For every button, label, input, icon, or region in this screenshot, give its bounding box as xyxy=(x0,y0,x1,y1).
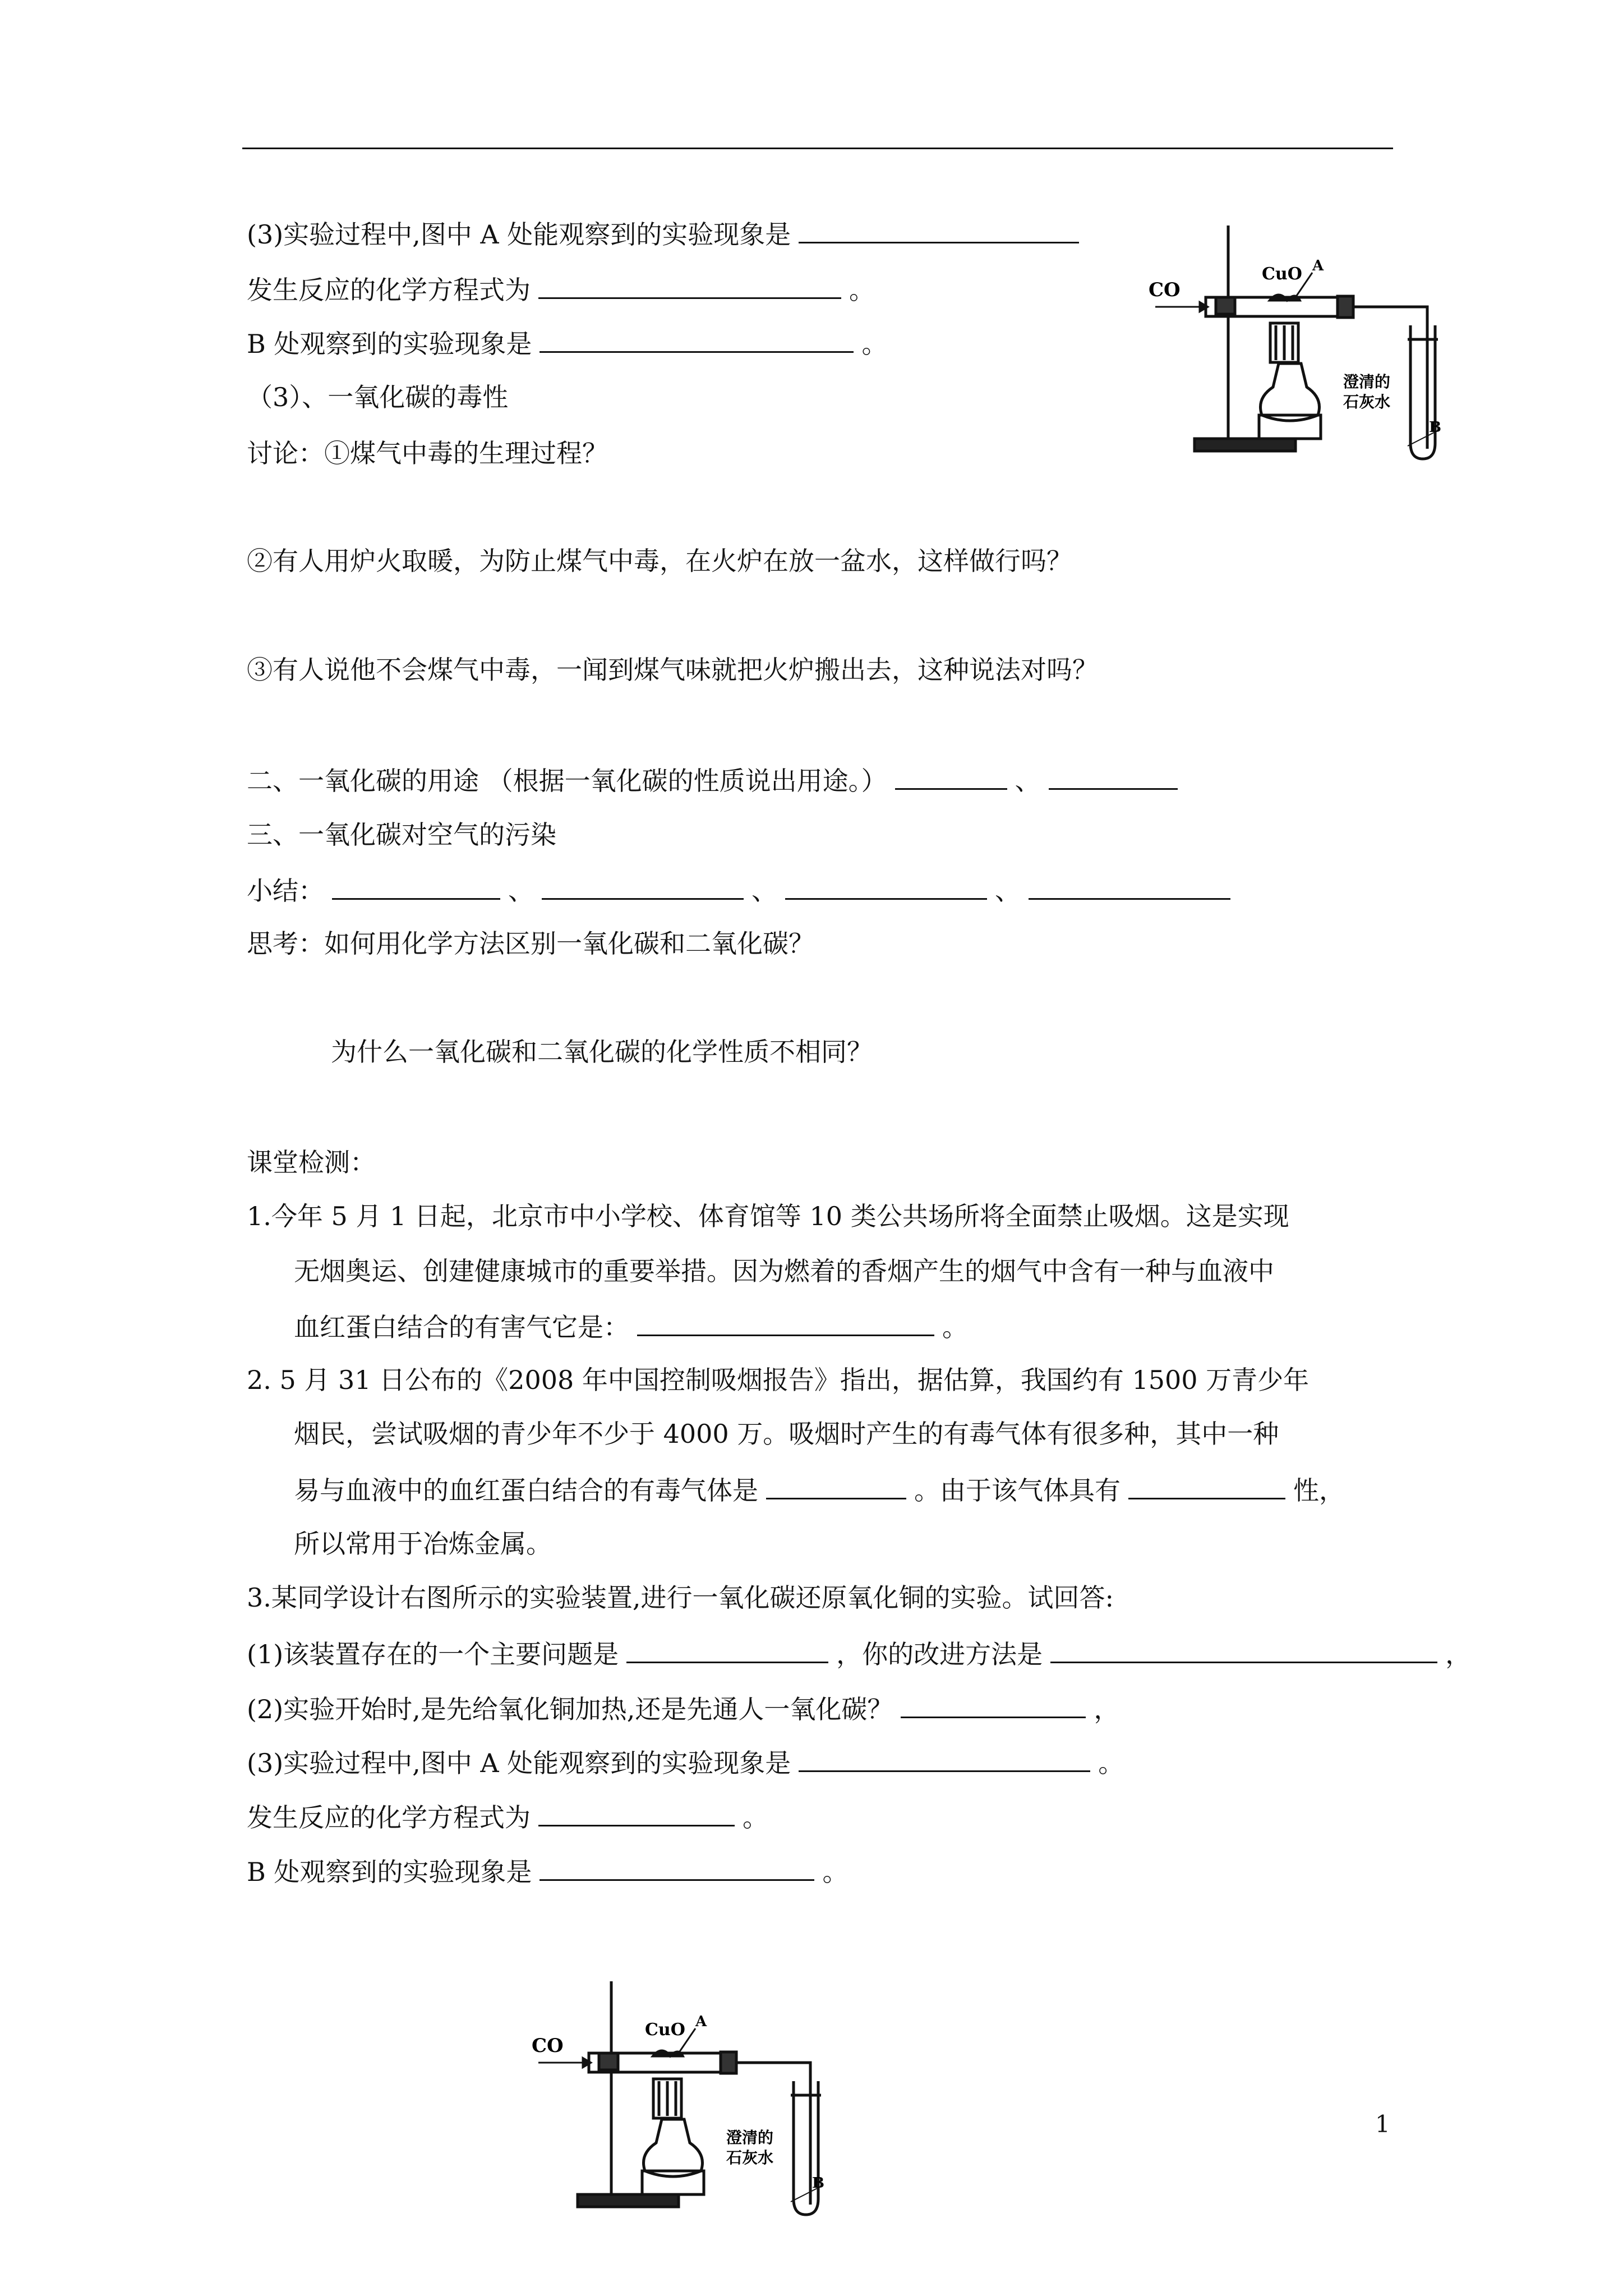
q3-observe-a-line xyxy=(247,216,1087,251)
answer-blank[interactable] xyxy=(538,272,841,299)
answer-blank[interactable] xyxy=(1049,762,1178,790)
answer-blank[interactable] xyxy=(332,872,500,900)
summary-line xyxy=(247,872,1238,908)
question-text: 易与血液中的血红蛋白结合的有毒气体是 xyxy=(294,1475,758,1506)
quiz-q3-part1 xyxy=(247,1636,1471,1671)
cuo-sample xyxy=(1270,295,1299,300)
think-question-1: 思考：如何用化学方法区别一氧化碳和二氧化碳？ xyxy=(247,928,814,959)
answer-blank[interactable] xyxy=(1128,1472,1285,1499)
question-text: 发生反应的化学方程式为 xyxy=(247,275,531,305)
answer-blank[interactable] xyxy=(766,1472,906,1499)
quiz-q3-intro: 3.某同学设计右图所示的实验装置,进行一氧化碳还原氧化铜的实验。试回答: xyxy=(247,1582,1114,1613)
quiz-q2-line2: 烟民，尝试吸烟的青少年不少于 4000 万。吸烟时产生的有毒气体有很多种，其中一种 xyxy=(294,1419,1279,1449)
page-number: 1 xyxy=(1375,2110,1390,2138)
answer-blank[interactable] xyxy=(1029,872,1230,900)
quiz-q1-line1: 1.今年 5 月 1 日起，北京市中小学校、体育馆等 10 类公共场所将全面禁止吸烟。这是实现 xyxy=(247,1201,1289,1231)
punctuation: ， xyxy=(1445,1639,1472,1669)
question-text: B 处观察到的实验现象是 xyxy=(247,329,532,359)
separator: 、 xyxy=(751,876,777,906)
section-heading: 二、一氧化碳的用途 （根据一氧化碳的性质说出用途。） xyxy=(247,766,887,796)
punctuation: 。 xyxy=(743,1802,768,1833)
quiz-q1-line3 xyxy=(294,1309,968,1344)
question-text: (1)该装置存在的一个主要问题是 xyxy=(247,1639,619,1669)
pollution-heading: 三、一氧化碳对空气的污染 xyxy=(247,820,556,850)
think-question-2: 为什么一氧化碳和二氧化碳的化学性质不相同？ xyxy=(331,1037,873,1067)
answer-blank[interactable] xyxy=(540,1853,814,1881)
quiz-q2-line4: 所以常用于冶炼金属。 xyxy=(294,1529,552,1559)
discussion-1: 讨论：①煤气中毒的生理过程？ xyxy=(247,438,608,468)
answer-blank[interactable] xyxy=(901,1691,1086,1718)
answer-blank[interactable] xyxy=(626,1636,828,1663)
answer-blank[interactable] xyxy=(799,1745,1090,1772)
answer-blank[interactable] xyxy=(895,762,1007,790)
quiz-q1-line2: 无烟奥运、创建健康城市的重要举措。因为燃着的香烟产生的烟气中含有一种与血液中 xyxy=(294,1256,1274,1286)
limewater-label-2: 石灰水 xyxy=(726,2148,774,2167)
summary-label: 小结： xyxy=(247,876,324,906)
point-b-label: B xyxy=(812,2175,824,2192)
clamp xyxy=(1216,297,1235,314)
limewater-label-1: 澄清的 xyxy=(1343,372,1391,391)
separator: 、 xyxy=(995,876,1021,906)
answer-blank[interactable] xyxy=(542,872,744,900)
alcohol-lamp xyxy=(1261,364,1320,421)
answer-blank[interactable] xyxy=(637,1309,934,1336)
co-reduction-apparatus-figure xyxy=(1144,219,1447,466)
stopper xyxy=(721,2052,736,2073)
punctuation: 。 xyxy=(849,275,875,305)
co-label: CO xyxy=(532,2035,564,2057)
stand-base xyxy=(1195,439,1295,451)
quiz-heading: 课堂检测： xyxy=(247,1147,376,1177)
question-text: (3)实验过程中,图中 A 处能观察到的实验现象是 xyxy=(247,1748,791,1778)
punctuation: ， xyxy=(1094,1694,1120,1724)
punctuation: 。 xyxy=(861,329,888,359)
quiz-q2-line3 xyxy=(294,1472,1345,1507)
point-a-label: A xyxy=(1312,257,1324,274)
separator: 、 xyxy=(1015,766,1041,796)
question-text: B 处观察到的实验现象是 xyxy=(247,1857,532,1887)
limewater-label-2: 石灰水 xyxy=(1343,393,1391,411)
answer-blank[interactable] xyxy=(1050,1636,1437,1663)
punctuation: 。 xyxy=(822,1857,849,1887)
punctuation: 。 xyxy=(942,1312,968,1342)
point-b-label: B xyxy=(1429,419,1441,436)
question-text: (2)实验开始时,是先给氧化铜加热,还是先通人一氧化碳？ xyxy=(247,1694,893,1724)
stand-base xyxy=(578,2194,679,2207)
question-text: 发生反应的化学方程式为 xyxy=(247,1802,531,1833)
separator: 、 xyxy=(508,876,534,906)
quiz-q3-equation xyxy=(247,1799,768,1834)
toxicity-heading: （3）、一氧化碳的毒性 xyxy=(247,382,509,412)
observe-b-line xyxy=(247,325,887,361)
uses-line xyxy=(247,762,1186,798)
answer-blank[interactable] xyxy=(540,325,854,353)
answer-blank[interactable] xyxy=(785,872,987,900)
question-text: (3)实验过程中,图中 A 处能观察到的实验现象是 xyxy=(247,219,791,250)
quiz-q3-part2 xyxy=(247,1691,1119,1726)
question-text: 。由于该气体具有 xyxy=(914,1475,1121,1506)
point-a-label: A xyxy=(695,2013,707,2030)
stopper xyxy=(1338,296,1353,318)
question-text: 性， xyxy=(1293,1475,1345,1506)
header-rule xyxy=(242,148,1393,149)
discussion-3: ③有人说他不会煤气中毒，一闻到煤气味就把火炉搬出去，这种说法对吗？ xyxy=(247,655,1098,685)
limewater-label-1: 澄清的 xyxy=(726,2128,774,2147)
quiz-q2-line1: 2. 5 月 31 日公布的《2008 年中国控制吸烟报告》指出，据估算，我国约有 1500 万青少年 xyxy=(247,1365,1310,1395)
punctuation: 。 xyxy=(1098,1748,1124,1778)
clamp xyxy=(599,2053,618,2070)
co-label: CO xyxy=(1149,279,1181,301)
answer-blank[interactable] xyxy=(538,1799,735,1826)
discussion-2: ②有人用炉火取暖，为防止煤气中毒，在火炉在放一盆水，这样做行吗？ xyxy=(247,546,1072,576)
answer-blank[interactable] xyxy=(799,216,1079,243)
alcohol-lamp xyxy=(644,2119,703,2177)
question-text: ，你的改进方法是 xyxy=(836,1639,1043,1669)
equation-line xyxy=(247,272,875,307)
question-text: 血红蛋白结合的有害气它是： xyxy=(294,1312,629,1342)
quiz-q3-observe-b xyxy=(247,1853,848,1889)
cuo-sample xyxy=(653,2051,683,2056)
quiz-q3-part3 xyxy=(247,1745,1124,1780)
co-reduction-apparatus-figure-2 xyxy=(527,1975,830,2221)
cuo-label: CuO xyxy=(645,2020,685,2040)
cuo-label: CuO xyxy=(1262,264,1302,284)
